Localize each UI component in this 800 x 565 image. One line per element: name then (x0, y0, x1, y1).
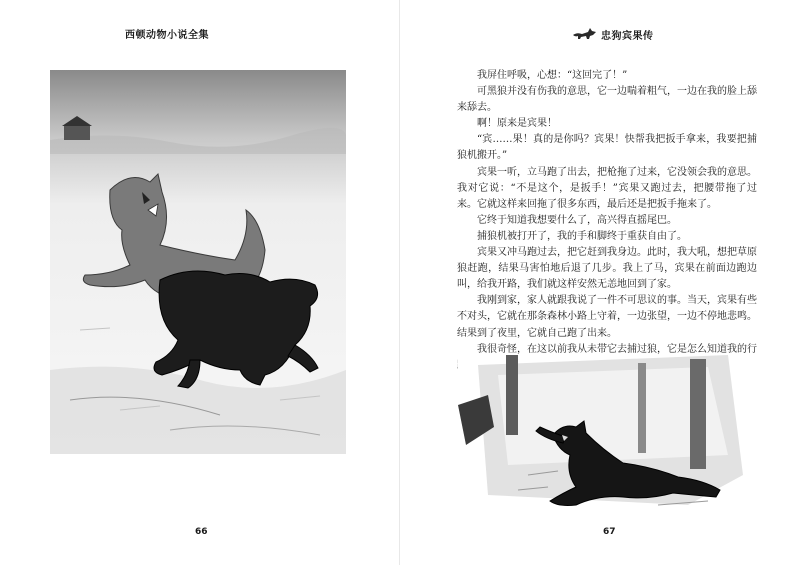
paragraph: 啊！原来是宾果！ (477, 118, 557, 130)
running-head-chapter-title (572, 26, 654, 43)
chapter-title: 忠狗宾果传 (601, 31, 654, 42)
paragraph: 捕狼机被打开了，我的手和脚终于重获自由了。 (477, 230, 687, 242)
dog-in-snow-illustration (458, 355, 748, 515)
paragraph: 我屏住呼吸，心想：“这回完了！” (477, 70, 628, 81)
fox-icon (572, 26, 598, 43)
page-number: 66 (195, 527, 208, 537)
paragraph: 宾果又冲马跑过去，把它赶到我身边。此时，我大吼，想把草原狼赶跑，结果马害怕地后退了几步。我上了马，宾果在前面边跑边叫，给我开路，我们就这样安然无恙地回到了家。 (457, 247, 757, 291)
paragraph: 我很奇怪，在这以前我从未带它去捕过狼，它是怎么知道我的行 (477, 343, 757, 355)
paragraph: 宾果一听，立马跑了出去，把枪拖了过来，它没领会我的意思。我对它说：“不是这个，是扳手！”宾果又跑过去，把腰带拖了过来。它就这样来回拖了很多东西，最后还是把扳手拖来了。 (457, 166, 757, 210)
running-head-book-title: 西顿动物小说全集 (125, 30, 209, 41)
body-text (457, 68, 757, 374)
right-page (400, 0, 800, 565)
paragraph: 它终于知道我想要什么了，高兴得直摇尾巴。 (477, 214, 677, 226)
paragraph: “宾……果！真的是你吗？宾果！快帮我把扳手拿来，我要把捕狼机搬开。” (457, 134, 757, 162)
paragraph: 我刚到家，家人就跟我说了一件不可思议的事。当天，宾果有些不对头，它就在那条森林小路上守着，一边张望，一边不停地悲鸣。结果到了夜里，它就自己跑了出来。 (457, 295, 757, 339)
wolf-and-dog-fight-illustration (50, 70, 346, 454)
paragraph: 可黑狼并没有伤我的意思，它一边喘着粗气，一边在我的脸上舔来舔去。 (457, 86, 757, 114)
page-number: 67 (603, 527, 616, 537)
